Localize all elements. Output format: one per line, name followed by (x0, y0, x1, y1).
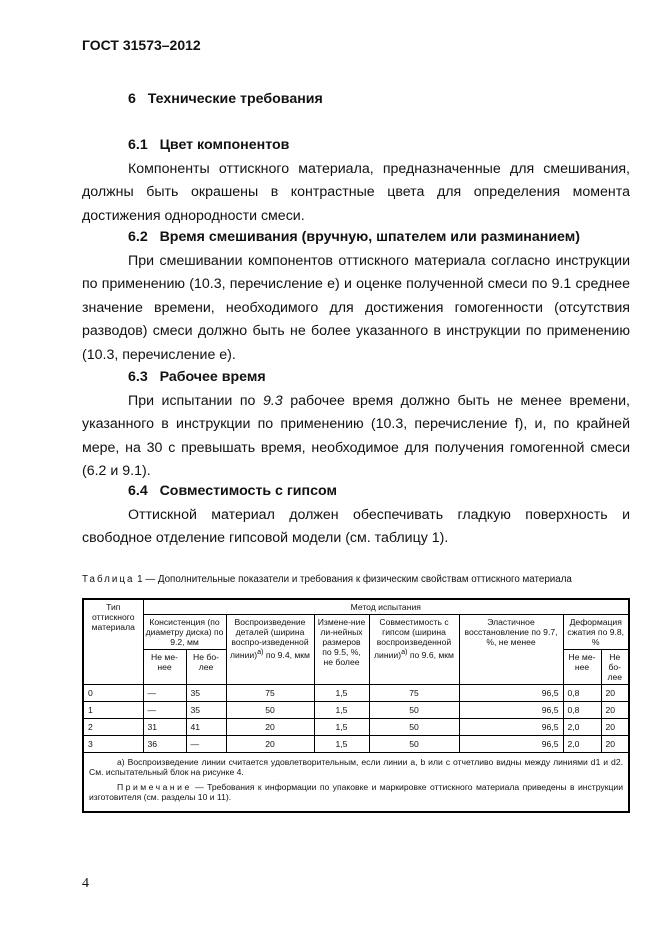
cell: 2,0 (563, 719, 601, 736)
cell: 20 (601, 719, 629, 736)
header-cons-min: Не ме-нее (143, 650, 186, 685)
cell: 50 (369, 702, 459, 719)
cell: 2,0 (563, 736, 601, 753)
table-row (83, 736, 629, 753)
header-linear-change: Измене-ние ли-нейных размеров по 9.5, %, не более (314, 615, 369, 685)
cell: 96,5 (459, 685, 563, 702)
header-deformation: Деформация сжатия по 9.8, % (563, 615, 629, 650)
cell: 36 (143, 736, 186, 753)
header-method: Метод испытания (143, 599, 629, 615)
table-row (83, 702, 629, 719)
table-note: Примечание — Требования к информации по упаковке и маркировке оттискного материала приведены в инструкции изготовителя (см. разделы 10 и 11). (89, 782, 623, 802)
header-reproduction: Воспроизведение деталей (ширина воспро-изведенной линии)$^{а)}$ по 9.4, мкм (226, 615, 314, 685)
cell: 96,5 (459, 736, 563, 753)
table-row (83, 685, 629, 702)
cell: 2 (83, 719, 143, 736)
section-heading: 6 Технические требования (128, 91, 323, 107)
cell: 1,5 (314, 685, 369, 702)
cell: 1,5 (314, 736, 369, 753)
cell: 35 (186, 702, 226, 719)
cell: 75 (369, 685, 459, 702)
header-type: Тип оттискного материала (83, 599, 143, 685)
header-def-min: Не ме-нее (563, 650, 601, 685)
cell: 41 (186, 719, 226, 736)
table-notes (83, 753, 629, 813)
cell: 1,5 (314, 719, 369, 736)
subsection-6-2: 6.2 Время смешивания (вручную, шпателем или разминанием) При смешивании компонентов оттискного материала согласно инструкции по применению (10.3, перечисление е) и оценке полученной смеси по 9.1 среднее значение времени, необходимого для достижения гомогенности (отсутствия разводов) смеси должно быть не более указанного в инструкции по применению (10.3, перечисление е). (82, 229, 630, 363)
cell: 3 (83, 736, 143, 753)
cell: — (186, 736, 226, 753)
cell: 20 (601, 702, 629, 719)
header-elastic: Эластичное восстановление по 9.7, %, не менее (459, 615, 563, 685)
subsection-6-1: 6.1 Цвет компонентов Компоненты оттискного материала, предназначенные для смешивания, должны быть окрашены в контрастные цвета для определения момента достижения однородности смеси. (82, 137, 630, 224)
cell: 1,5 (314, 702, 369, 719)
cell: — (143, 685, 186, 702)
document-header: ГОСТ 31573–2012 (82, 37, 201, 53)
cell: 50 (369, 719, 459, 736)
cell: 0,8 (563, 702, 601, 719)
subsection-6-4: 6.4 Совместимость с гипсом Оттискной материал должен обеспечивать гладкую поверхность и свободное отделение гипсовой модели (см. таблицу 1). (82, 483, 630, 546)
cell: 35 (186, 685, 226, 702)
cell: 75 (226, 685, 314, 702)
cell: 20 (226, 719, 314, 736)
cell: 96,5 (459, 719, 563, 736)
cell: 20 (601, 736, 629, 753)
header-def-max: Не бо-лее (601, 650, 629, 685)
cell: 20 (226, 736, 314, 753)
cell: — (143, 702, 186, 719)
cell: 50 (226, 702, 314, 719)
cell: 50 (369, 736, 459, 753)
page-number: 4 (82, 876, 89, 891)
requirements-table (82, 598, 630, 813)
table-caption: Таблица 1 — Дополнительные показатели и требования к физическим свойствам оттискного материала (82, 574, 572, 585)
subsection-6-3: 6.3 Рабочее время При испытании по 9.3 рабочее время должно быть не менее времени, указанного в инструкции по применению (10.3, перечисление f), и, по крайней мере, на 30 с превышать время, необходимое для получения гомогенной смеси (6.2 и 9.1). (82, 369, 630, 479)
cell: 20 (601, 685, 629, 702)
cell: 0,8 (563, 685, 601, 702)
table-footnote: а) Воспроизведение линии считается удовлетворительным, если линии a, b или c отчетливо видны между линиями d1 и d2. См. испытательный блок на рисунке 4. (89, 757, 623, 777)
header-compatibility: Совместимость с гипсом (ширина воспроизведенной линии)$^{а)}$ по 9.6, мкм (369, 615, 459, 685)
cell: 0 (83, 685, 143, 702)
header-cons-max: Не бо-лее (186, 650, 226, 685)
header-consistency: Консистенция (по диаметру диска) по 9.2, мм (143, 615, 226, 650)
table-row (83, 719, 629, 736)
cell: 96,5 (459, 702, 563, 719)
cell: 31 (143, 719, 186, 736)
cell: 1 (83, 702, 143, 719)
